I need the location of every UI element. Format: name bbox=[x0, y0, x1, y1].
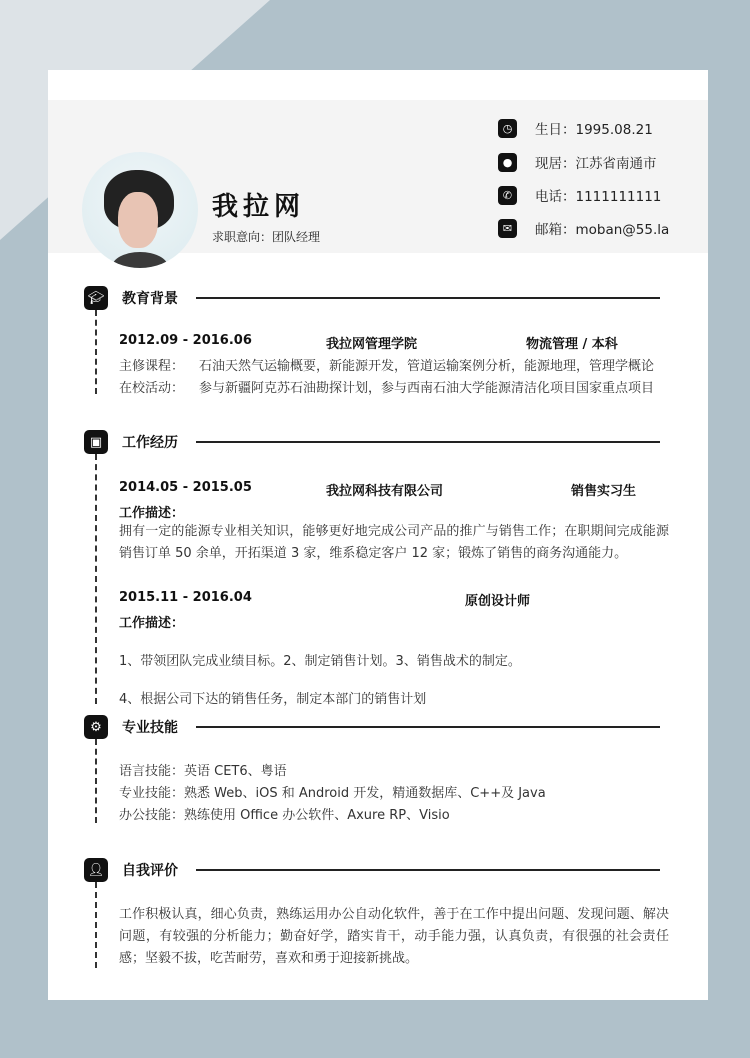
job-desc-label: 工作描述： bbox=[119, 506, 185, 521]
contact-text: 生日：1995.08.21 bbox=[535, 122, 653, 138]
contact-email bbox=[498, 218, 669, 238]
clock-icon: ◷ bbox=[498, 119, 517, 138]
section-work-header bbox=[84, 430, 660, 454]
timeline-dash bbox=[95, 882, 97, 968]
divider bbox=[196, 726, 660, 728]
section-self-header bbox=[84, 858, 660, 882]
job-period: 2015.11 - 2016.04 bbox=[119, 590, 252, 605]
section-skills-header bbox=[84, 715, 660, 739]
contact-text: 现居：江苏省南通市 bbox=[535, 156, 657, 172]
phone-icon: ✆ bbox=[498, 186, 517, 205]
timeline-dash bbox=[95, 739, 97, 823]
timeline-dash bbox=[95, 454, 97, 704]
self-evaluation: 工作积极认真，细心负责，熟练运用办公自动化软件，善于在工作中提出问题、发现问题、解决问题，有较强的分析能力；勤奋好学，踏实肯干，动手能力强，认真负责，有很强的社会责任感；坚毅不拔，吃苦耐劳，喜欢和勇于迎接新挑战。 bbox=[119, 907, 669, 966]
gear-icon: ⚙ bbox=[84, 715, 108, 739]
contact-text: 电话：1111111111 bbox=[535, 189, 662, 205]
section-title: 自我评价 bbox=[122, 863, 178, 879]
job-desc: 拥有一定的能源专业相关知识，能够更好地完成公司产品的推广与销售工作；在职期间完成能源销售订单 50 余单，开拓渠道 3 家，维系稳定客户 12 家；锻炼了销售的商务沟通能力。 bbox=[119, 524, 669, 561]
timeline-dash bbox=[95, 310, 97, 394]
courses: 石油天然气运输概要，新能源开发，管道运输案例分析，能源地理，管理学概论 bbox=[199, 359, 655, 374]
header-band bbox=[48, 100, 708, 253]
divider bbox=[196, 869, 660, 871]
divider bbox=[196, 297, 660, 299]
graduation-cap-icon: 🎓︎ bbox=[84, 286, 108, 310]
skill-item: 办公技能：熟练使用 Office 办公软件、Axure RP、Visio bbox=[119, 808, 450, 823]
edu-major: 物流管理 / 本科 bbox=[526, 337, 618, 352]
mail-icon: ✉ bbox=[498, 219, 517, 238]
job-company: 我拉网科技有限公司 bbox=[326, 484, 444, 499]
location-icon: ● bbox=[498, 153, 517, 172]
contact-birthday bbox=[498, 118, 653, 138]
contact-text: 邮箱：moban@55.la bbox=[535, 222, 670, 238]
job-desc-label: 工作描述： bbox=[119, 616, 185, 631]
courses-label: 主修课程： bbox=[119, 359, 185, 374]
edu-period: 2012.09 - 2016.06 bbox=[119, 333, 252, 348]
candidate-name: 我拉网 bbox=[212, 192, 306, 222]
skill-item: 语言技能：英语 CET6、粤语 bbox=[119, 764, 287, 779]
section-title: 工作经历 bbox=[122, 435, 178, 451]
job-desc: 4、根据公司下达的销售任务，制定本部门的销售计划 bbox=[119, 692, 427, 707]
job-role: 销售实习生 bbox=[571, 484, 637, 499]
resume-page bbox=[48, 70, 708, 1000]
contact-location bbox=[498, 152, 657, 172]
edu-school: 我拉网管理学院 bbox=[326, 337, 418, 352]
section-title: 专业技能 bbox=[122, 720, 178, 736]
activities-label: 在校活动： bbox=[119, 381, 185, 396]
skill-item: 专业技能：熟悉 Web、iOS 和 Android 开发，精通数据库、C++及 Java bbox=[119, 786, 546, 801]
job-period: 2014.05 - 2015.05 bbox=[119, 480, 252, 495]
section-education-header bbox=[84, 286, 660, 310]
job-role: 原创设计师 bbox=[465, 594, 531, 609]
avatar bbox=[82, 152, 198, 268]
job-intent: 求职意向：团队经理 bbox=[212, 230, 321, 244]
contact-phone bbox=[498, 185, 661, 205]
divider bbox=[196, 441, 660, 443]
job-desc: 1、带领团队完成业绩目标。2、制定销售计划。3、销售战术的制定。 bbox=[119, 654, 521, 669]
activities: 参与新疆阿克苏石油勘探计划，参与西南石油大学能源清洁化项目国家重点项目 bbox=[199, 381, 655, 396]
briefcase-icon: ▣ bbox=[84, 430, 108, 454]
section-title: 教育背景 bbox=[122, 291, 178, 307]
person-icon: 👤︎ bbox=[84, 858, 108, 882]
